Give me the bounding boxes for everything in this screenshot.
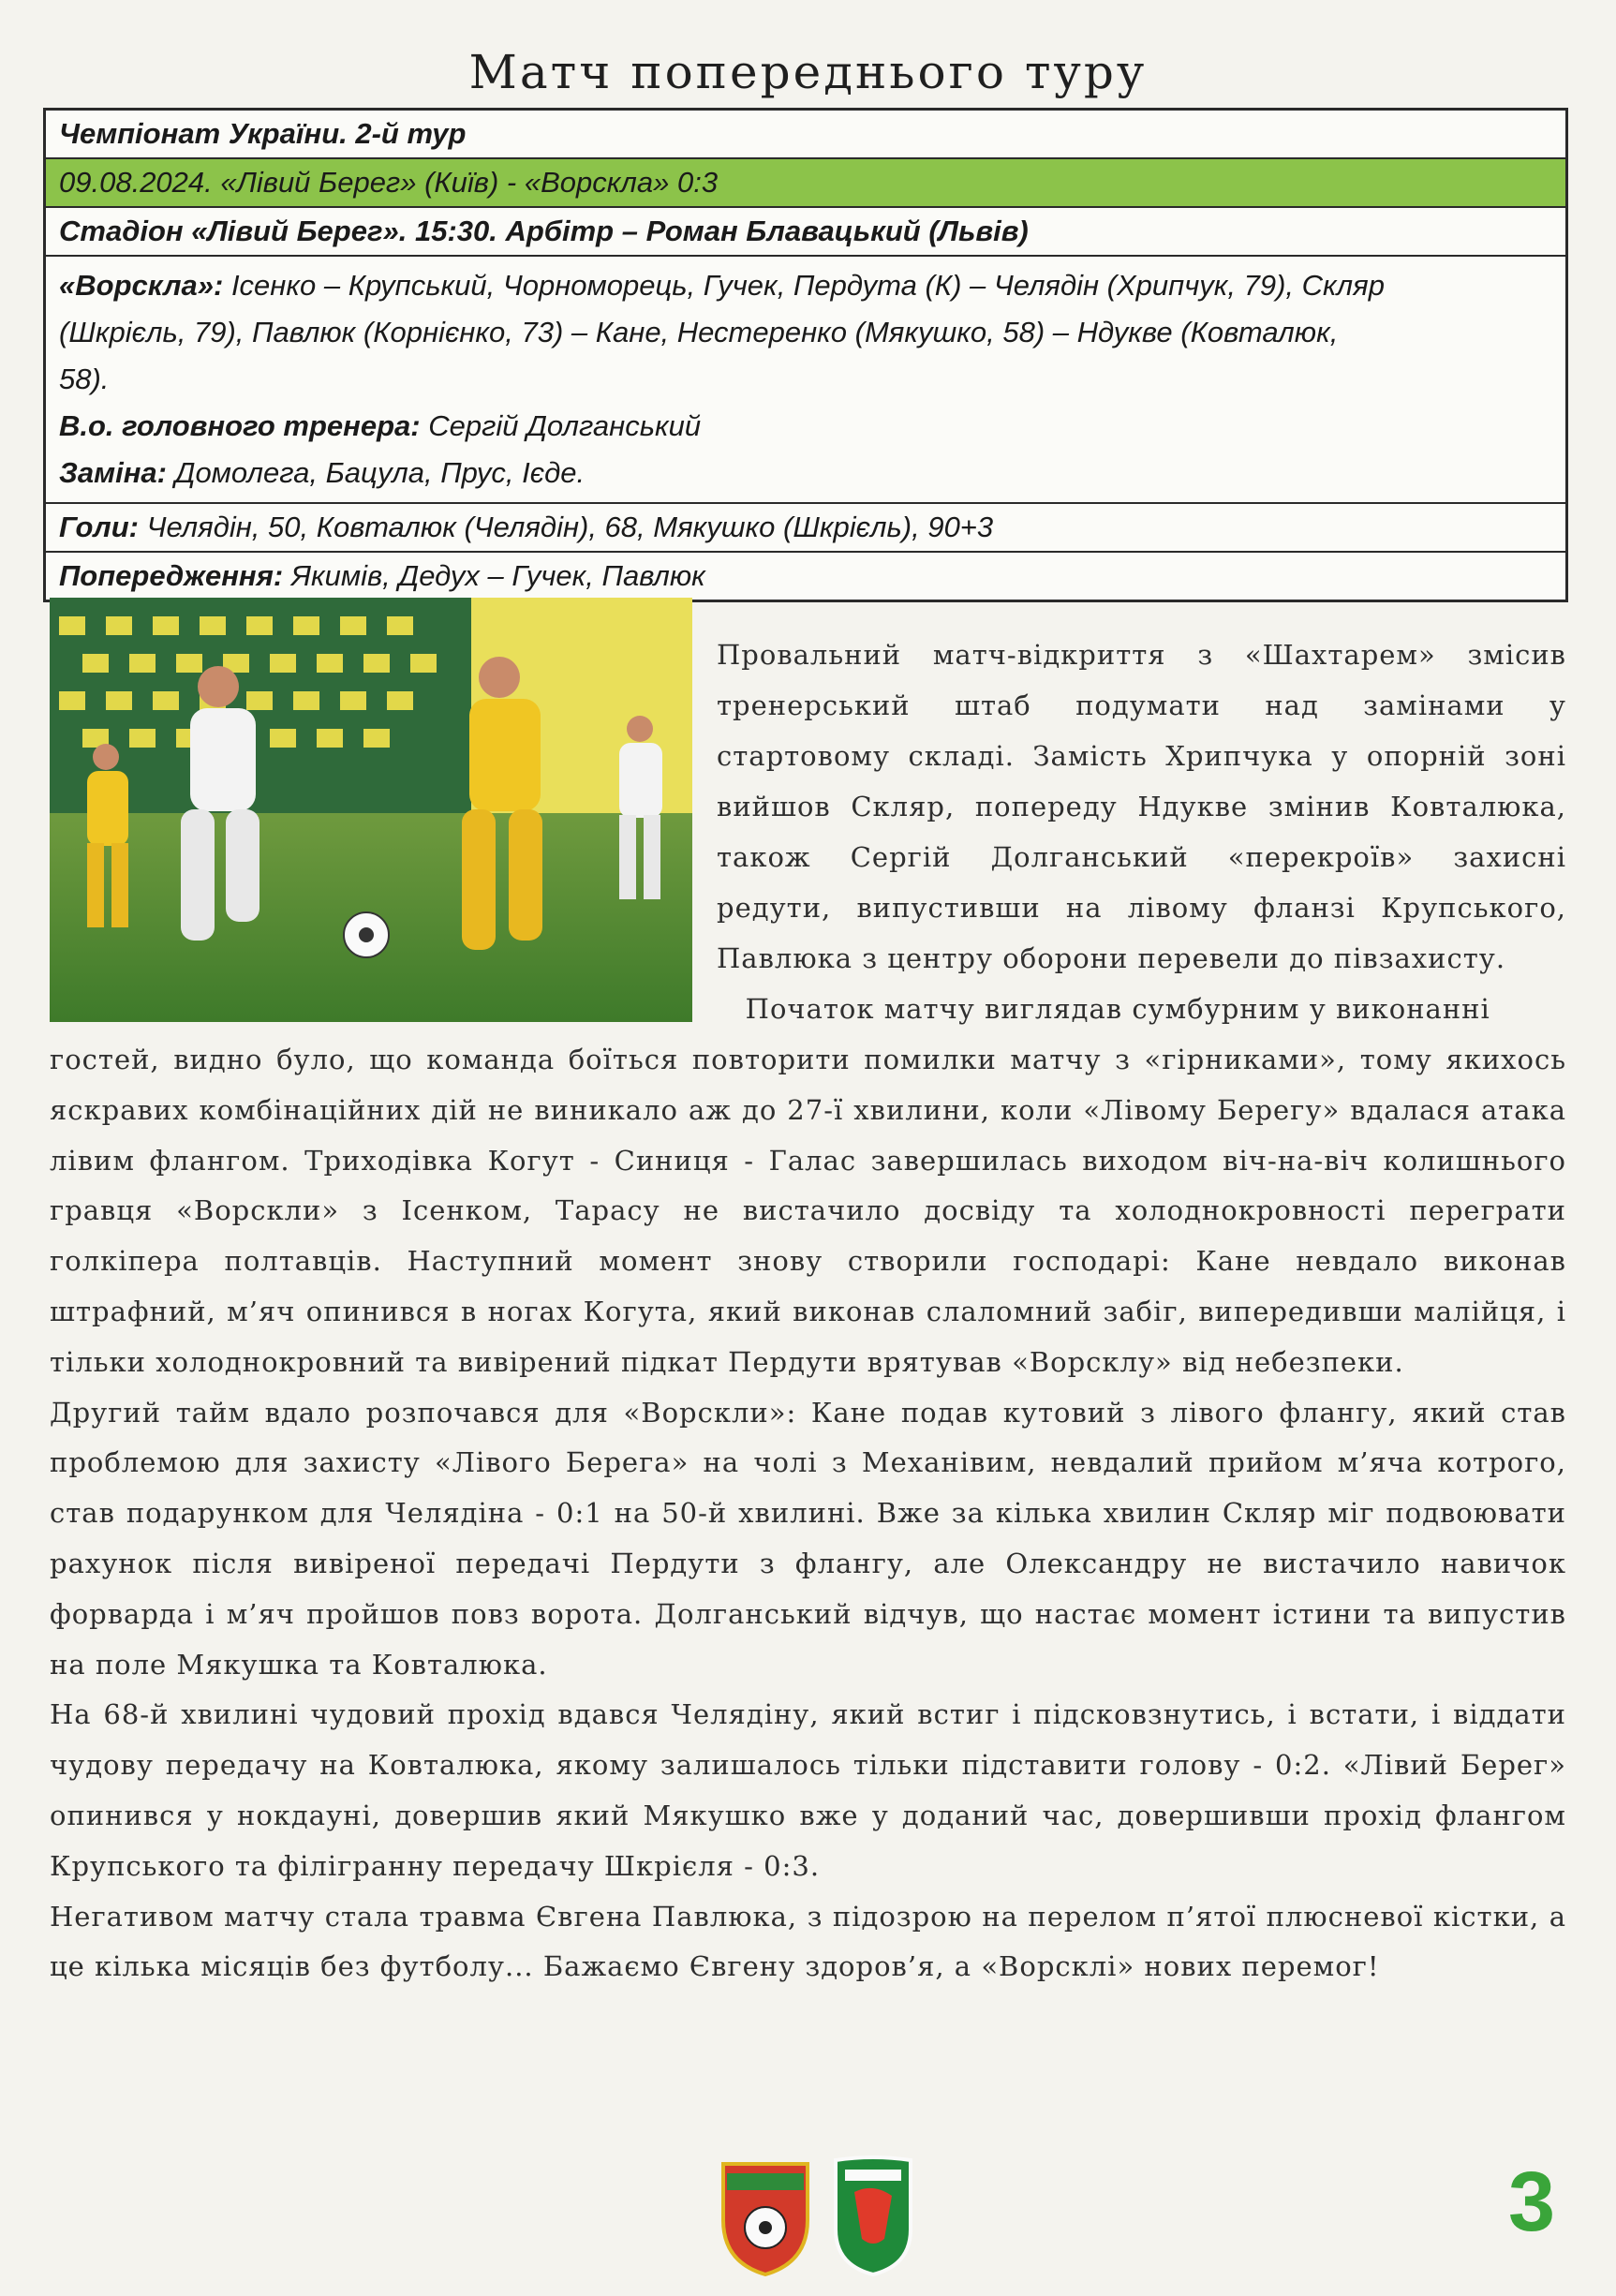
match-photo (50, 598, 692, 1022)
venue-row: Стадіон «Лівий Берег». 15:30. Арбітр – Роман Блавацький (Львів) (46, 208, 1565, 257)
coach-label: В.о. головного тренера: (59, 409, 421, 442)
stadium-seats (50, 598, 692, 813)
article-paragraph: На 68-й хвилині чудовий прохід вдався Челядіну, який встиг і підсковзнутись, і встати, і віддати чудову передачу на Ковталюка, якому залишалось тільки підставити голову - 0:2. «Лівий Берег» опинився у нокдауні, довершив який Мякушко вже у доданий час, довершивши прохід флангом Крупського та філігранну передачу Шкрієля - 0:3. (50, 1698, 1566, 1882)
article-full-column (50, 1035, 1566, 1992)
goals-label: Голи: (59, 511, 139, 543)
lineup-block (46, 257, 1565, 504)
coach-line (59, 403, 1552, 450)
lineup-line: (Шкрієль, 79), Павлюк (Корнієнко, 73) – Кане, Нестеренко (Мякушко, 58) – Ндукве (Ковталюк, (59, 316, 1339, 348)
coach-name: Сергій Долганський (420, 409, 702, 442)
article-paragraph: Негативом матчу стала травма Євгена Павлюка, з підозрою на перелом п’ятої плюсневої кістки, а це кілька місяців без футболу... Бажаємо Євгену здоров’я, а «Ворсклі» нових перемог! (50, 1900, 1566, 1983)
article-paragraph: Провальний матч-відкриття з «Шахтарем» змісив тренерський штаб подумати над замінами у стартовому складі. Замість Хрипчука у опорній зоні вийшов Скляр, попереду Ндукве змінив Ковталюка, також Сергій Долганський «перекроїв» захисні редути, випустивши на лівому фланзі Крупського, Павлюка з центру оборони перевели до півзахисту. (717, 639, 1566, 974)
obolon-logo (836, 2157, 911, 2274)
match-info-table (43, 108, 1568, 602)
goals-text: Челядін, 50, Ковталюк (Челядін), 68, Мякушко (Шкрієль), 90+3 (138, 511, 994, 543)
article-paragraph-start (717, 984, 1566, 1034)
subs-line (59, 450, 1552, 496)
warnings-text: Якимів, Дедух – Гучек, Павлюк (283, 559, 705, 592)
warnings-row (46, 553, 1565, 600)
warnings-label: Попередження: (59, 559, 284, 592)
match-photo-illustration (50, 598, 692, 1022)
article-paragraph: гостей, видно було, що команда боїться повторити помилки матчу з «гірниками», тому якихось яскравих комбінаційних дій не виникало аж до 27-ї хвилини, коли «Лівому Берегу» вдалася атака лівим флангом. Триходівка Когут - Синиця - Галас завершилась виходом віч-на-віч колишнього гравця «Ворскли» з Ісенком, Тарасу не вистачило досвіду та холоднокровності переграти голкіпера полтавців. Наступний момент знову створили господарі: Кане невдало виконав штрафний, м’яч опинився в ногах Когута, який виконав слаломний забіг, випередивши малійця, і тільки холоднокровний та вивірений підкат Пердути врятував «Ворсклу» від небезпеки. (50, 1044, 1566, 1378)
club-logos (714, 2155, 929, 2276)
goals-row (46, 504, 1565, 553)
page-title: Матч попереднього туру (468, 45, 1148, 99)
lineup-line (59, 262, 1552, 309)
lineup-text: Ісенко – Крупський, Чорноморець, Гучек, Пердута (К) – Челядін (Хрипчук, 79), Скляр (223, 269, 1385, 302)
vorskla-logo (723, 2164, 808, 2274)
article-wrap-column (717, 630, 1566, 1034)
subs-names: Домолега, Бацула, Прус, Ієде. (167, 456, 586, 489)
lineup-line: 58). (59, 363, 110, 395)
subs-label: Заміна: (59, 456, 167, 489)
result-row: 09.08.2024. «Лівий Берег» (Київ) - «Ворскла» 0:3 (46, 159, 1565, 208)
lineup-label: «Ворскла»: (59, 269, 224, 302)
football-icon (344, 912, 389, 957)
article-paragraph-2-start: Початок матчу виглядав сумбурним у виконанні (745, 993, 1490, 1025)
article-paragraph: Другий тайм вдало розпочався для «Ворскли»: Кане подав кутовий з лівого флангу, який став проблемою для захисту «Лівого Берега» на чолі з Механівим, невдалий прийом м’яча котрого, став подарунком для Челядіна - 0:1 на 50-й хвилині. Вже за кілька хвилин Скляр міг подвоювати рахунок після вивіреної передачі Пердути з флангу, але Олександру не вистачило навичок форварда і м’яч пройшов повз ворота. Долганський відчув, що настає момент істини та випустив на поле Мякушка та Ковталюка. (50, 1396, 1566, 1681)
page-number: 3 (1508, 2155, 1556, 2249)
competition-row: Чемпіонат України. 2-й тур (46, 111, 1565, 159)
